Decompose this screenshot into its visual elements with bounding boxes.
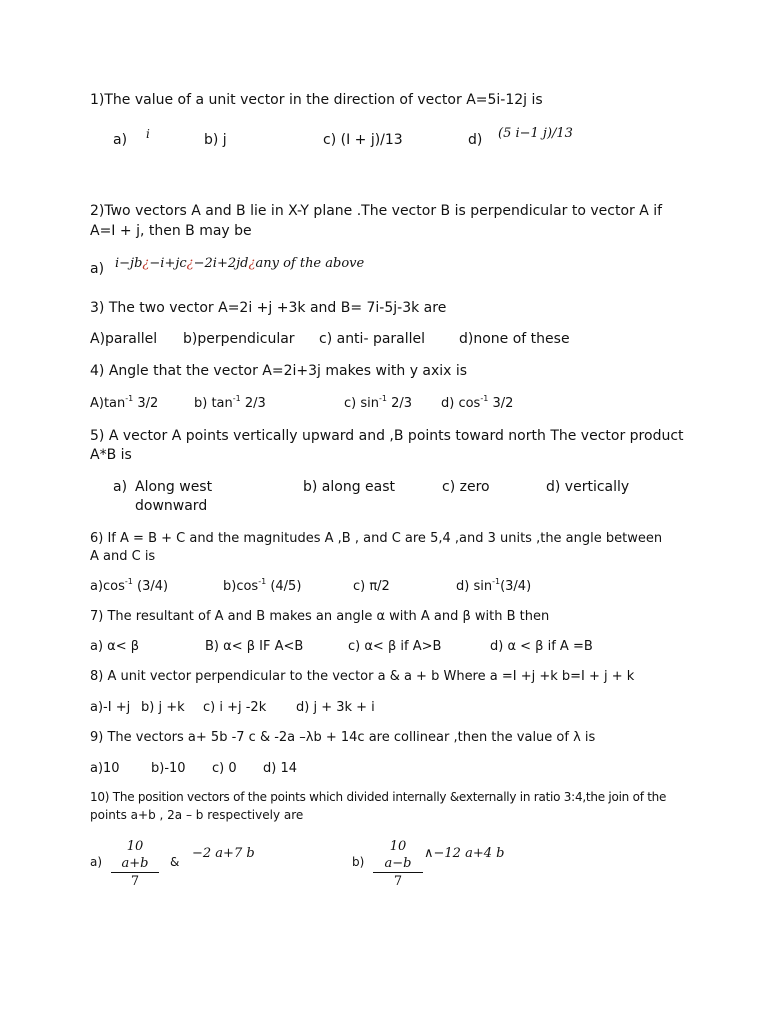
q2-option-c-math: −2i+2jd (193, 256, 249, 271)
q10-text-line2: points a+b , 2a – b respectively are (90, 808, 304, 822)
q6-option-c: c) π/2 (353, 579, 390, 594)
q4-option-a: $A)\tan^{-1}$ 3/2 (90, 394, 159, 411)
q3-option-d: d)none of these (459, 331, 570, 347)
q2-red-glyph-2: ¿ (186, 256, 194, 271)
q10-option-b-rest: ∧−12 a+4 b (424, 846, 505, 861)
q7-text: 7) The resultant of A and B makes an angle α with A and β with B then (90, 609, 550, 624)
q2-option-a-label: a) (90, 261, 105, 277)
q8-option-d: d) j + 3k + i (296, 700, 375, 715)
q10-option-a-ampersand: & (170, 855, 180, 869)
q5-option-b: b) along east (303, 479, 396, 495)
q5-option-a: Along west (135, 479, 213, 495)
q1-text: 1)The value of a unit vector in the direction of vector A=5i-12j is (90, 92, 543, 108)
q7-option-b: B) α< β IF A<B (205, 639, 304, 654)
q10-option-b-fraction (373, 838, 423, 890)
q5-text-line1: 5) A vector A points vertically upward and ,B points toward north The vector product (90, 428, 684, 444)
q6-text-line1: 6) If A = B + C and the magnitudes A ,B , and C are 5,4 ,and 3 units ,the angle between (90, 531, 663, 546)
q1-option-c: c) (I + j)/13 (323, 132, 403, 148)
q1-option-d-label: d) (468, 132, 483, 148)
q5-option-c: c) zero (442, 479, 490, 495)
q2-option-b-math: −i+jc (149, 256, 187, 271)
q9-option-a: a)10 (90, 761, 120, 776)
q8-option-b: b) j +k (141, 700, 185, 715)
q3-text: 3) The two vector A=2i +j +3k and B= 7i-5j-3k are (90, 300, 447, 316)
q3-option-a: A)parallel (90, 331, 158, 347)
q1-option-a-math: i (146, 127, 150, 141)
q2-option-a-math: i−jb (115, 256, 143, 271)
q2-red-glyph-1: ¿ (142, 256, 150, 271)
q6-option-d: d) $\sin^{-1}(3/4)$ (456, 577, 532, 594)
q8-text: 8) A unit vector perpendicular to the vector a & a + b Where a =I +j +k b=I + j + k (90, 669, 635, 684)
q10-option-a-fraction (111, 838, 159, 890)
q7-option-d: d) α < β if A =B (490, 639, 593, 654)
q3-option-c: c) anti- parallel (319, 331, 426, 347)
q3-option-b: b)perpendicular (183, 331, 295, 347)
q2-text-line1: 2)Two vectors A and B lie in X-Y plane .The vector B is perpendicular to vector A if (90, 203, 663, 219)
q9-option-c: c) 0 (212, 761, 237, 776)
q9-text: 9) The vectors a+ 5b -7 c & -2a –λb + 14c are collinear ,then the value of λ is (90, 730, 596, 745)
q10-option-b-denominator: 7 (393, 874, 403, 889)
q7-option-a: a) α< β (90, 639, 140, 654)
q10-option-a-label: a) (90, 855, 103, 869)
q5-text-line2: A*B is (90, 447, 132, 463)
q9-option-b: b)-10 (151, 761, 186, 776)
q10-option-a-denominator: 7 (130, 874, 140, 889)
q4-option-b: b) $\tan^{-1} 2/3$ (194, 394, 266, 411)
q1-option-d-math: (5 i−1 j)/13 (498, 126, 573, 141)
q5-option-d-continued: downward (135, 498, 208, 514)
q2-text-line2: A=I + j, then B may be (90, 223, 252, 239)
q5-option-d: d) vertically (546, 479, 630, 495)
q2-option-d-math: any of the above (255, 256, 365, 271)
q8-option-c: c) i +j -2k (203, 700, 267, 715)
q6-option-b: $b)\cos^{-1}$ (4/5) (223, 577, 302, 594)
q4-option-d: d) $\cos^{-1} 3/2$ (441, 394, 514, 411)
q9-option-d: d) 14 (263, 761, 297, 776)
q7-option-c: c) α< β if A>B (348, 639, 442, 654)
q6-option-a: $a)\cos^{-1}$ (3/4) (90, 577, 169, 594)
q10-option-b-numerator: 10 a−b (373, 838, 423, 873)
q10-option-b-label: b) (352, 855, 365, 869)
q10-option-a-numerator: 10 a+b (111, 838, 159, 873)
q2-red-glyph-3: ¿ (248, 256, 256, 271)
q10-option-a-rest: −2 a+7 b (192, 846, 255, 861)
q8-option-a: a)-I +j (90, 700, 131, 715)
q10-text-line1: 10) The position vectors of the points which divided internally &externally in ratio 3:4,the join of the (90, 790, 667, 804)
q4-option-c: c) $\sin^{-1} 2/3$ (344, 394, 413, 411)
q1-option-a-label: a) (113, 132, 128, 148)
q6-text-line2: A and C is (90, 549, 156, 564)
q1-option-b: b) j (204, 132, 227, 148)
q4-text: 4) Angle that the vector A=2i+3j makes with y axix is (90, 363, 468, 379)
q2-options-math (115, 256, 364, 271)
q5-option-a-label: a) (113, 479, 128, 495)
